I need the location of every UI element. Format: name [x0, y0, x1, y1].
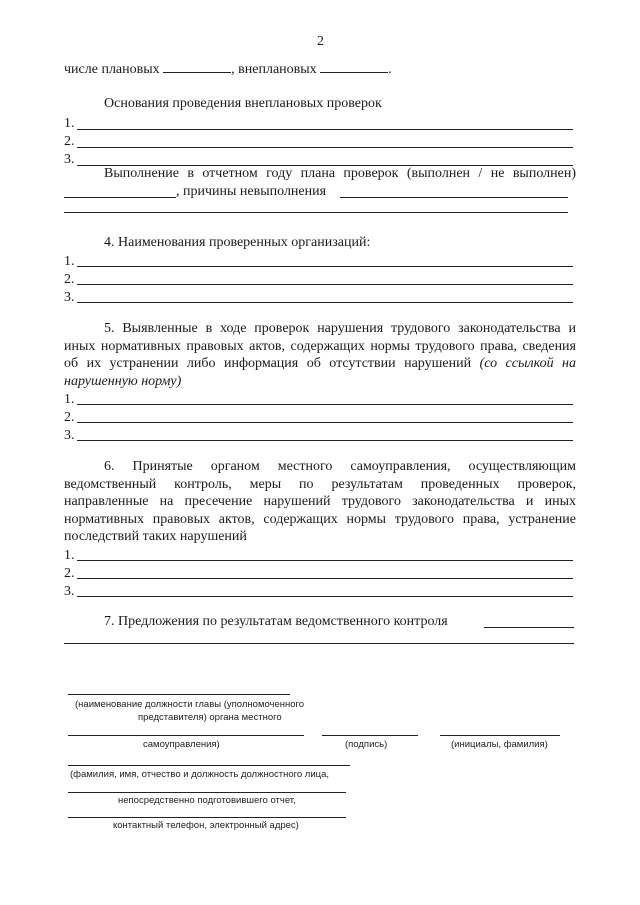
section5-num-3: 3.: [64, 428, 75, 443]
intro-line: [64, 60, 392, 78]
section5-line-3[interactable]: [77, 440, 573, 441]
section4-line-2[interactable]: [77, 284, 573, 285]
section4-line-3[interactable]: [77, 302, 573, 303]
unplanned-basis-num-1: 1.: [64, 116, 75, 131]
head-position-line-1[interactable]: [68, 694, 290, 695]
official-caption-1: (фамилия, имя, отчество и должность должностного лица,: [70, 769, 330, 780]
section6-num-1: 1.: [64, 548, 75, 563]
section5-line-1[interactable]: [77, 404, 573, 405]
section5-num-2: 2.: [64, 410, 75, 425]
unplanned-basis-num-2: 2.: [64, 134, 75, 149]
section5-note: (со ссылкой на нарушенную норму): [64, 356, 576, 389]
section4-line-1[interactable]: [77, 266, 573, 267]
plan-execution-text: Выполнение в отчетном году плана проверок (выполнен / не выполнен): [104, 166, 576, 181]
section4-title: 4. Наименования проверенных организаций:: [104, 235, 371, 250]
head-position-line-2[interactable]: [68, 735, 304, 736]
plan-reasons-line-2[interactable]: [64, 212, 568, 213]
unplanned-basis-line-2[interactable]: [77, 147, 573, 148]
official-caption-2: непосредственно подготовившего отчет,: [118, 795, 296, 806]
section6-line-1[interactable]: [77, 560, 573, 561]
section6-num-2: 2.: [64, 566, 75, 581]
head-caption-3: самоуправления): [143, 739, 220, 750]
section5-text: 5. Выявленные в ходе проверок нарушения трудового законодательства и иных нормативных правовых актов, содержащих нормы трудового права, сведения об их устранении либо информация об отсутствии нарушений: [64, 321, 576, 372]
initials-line[interactable]: [440, 735, 560, 736]
page-number: 2: [317, 34, 324, 49]
signature-caption: (подпись): [345, 739, 388, 750]
section4-num-3: 3.: [64, 290, 75, 305]
unplanned-basis-num-3: 3.: [64, 152, 75, 167]
official-line-2[interactable]: [68, 792, 346, 793]
section5-paragraph: [64, 320, 576, 390]
section4-num-2: 2.: [64, 272, 75, 287]
official-caption-3: контактный телефон, электронный адрес): [113, 820, 299, 831]
unplanned-count-blank[interactable]: [320, 60, 388, 73]
section7-title: 7. Предложения по результатам ведомственного контроля: [104, 614, 448, 629]
plan-status-blank[interactable]: [64, 197, 176, 198]
head-caption-1: (наименование должности главы (уполномоченного: [75, 699, 305, 710]
section5-num-1: 1.: [64, 392, 75, 407]
plan-reasons-line-1[interactable]: [340, 197, 568, 198]
head-caption-2: представителя) органа местного: [138, 712, 282, 723]
section6-text: 6. Принятые органом местного самоуправления, осуществляющим ведомственный контроль, меры по результатам проведенных проверок, направленные на пресечение нарушений трудового законодательства и иных нормативных правовых актов, содержащих нормы трудового права, устранение последствий таких нарушений: [64, 459, 576, 545]
section7-line-2[interactable]: [64, 643, 574, 644]
section4-num-1: 1.: [64, 254, 75, 269]
signature-line[interactable]: [322, 735, 418, 736]
intro-prefix: числе плановых: [64, 62, 160, 77]
intro-mid: , внеплановых: [231, 62, 317, 77]
unplanned-basis-title: Основания проведения внеплановых проверок: [104, 96, 382, 111]
section6-line-3[interactable]: [77, 596, 573, 597]
section6-paragraph: [64, 458, 576, 546]
planned-count-blank[interactable]: [163, 60, 231, 73]
initials-caption: (инициалы, фамилия): [451, 739, 548, 750]
official-line-3[interactable]: [68, 817, 346, 818]
section7-line-1[interactable]: [484, 627, 574, 628]
plan-reasons-label: , причины невыполнения: [176, 184, 327, 199]
intro-end: .: [388, 62, 392, 77]
official-line-1[interactable]: [68, 765, 350, 766]
section5-line-2[interactable]: [77, 422, 573, 423]
unplanned-basis-line-1[interactable]: [77, 129, 573, 130]
section6-num-3: 3.: [64, 584, 75, 599]
section6-line-2[interactable]: [77, 578, 573, 579]
